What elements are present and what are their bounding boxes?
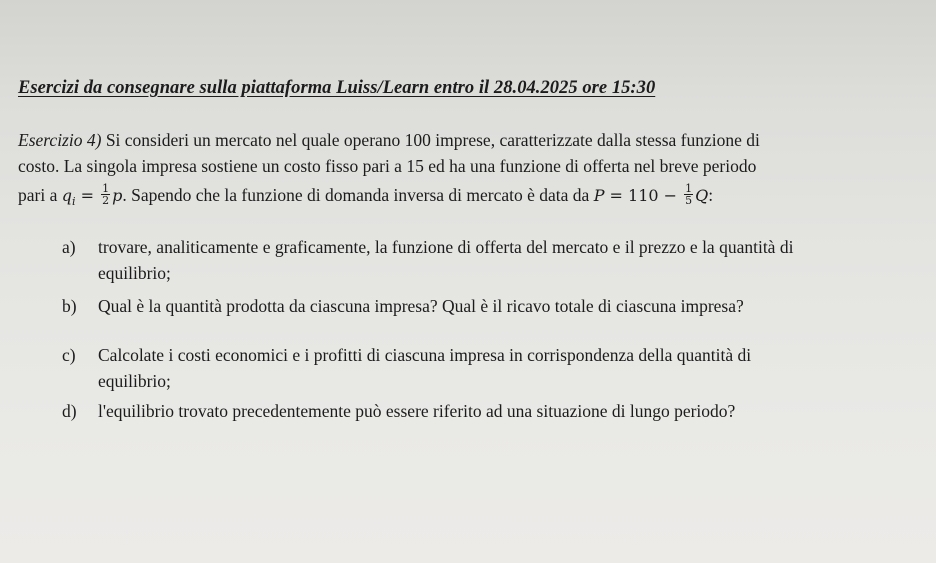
exercise-label: Esercizio 4) xyxy=(18,130,102,150)
question-c-continued xyxy=(62,368,171,394)
supply-equals: = xyxy=(75,186,100,205)
question-c-text-2: equilibrio; xyxy=(98,371,171,391)
supply-subscript: i xyxy=(71,195,76,209)
question-d xyxy=(62,398,735,424)
demand-fraction xyxy=(684,183,693,206)
question-a-label: a) xyxy=(62,237,76,257)
exercise-intro-line-3 xyxy=(18,182,918,215)
demand-equals: = xyxy=(604,186,629,205)
supply-function-formula xyxy=(61,182,123,209)
question-b-text: Qual è la quantità prodotta da ciascuna impresa? Qual è il ricavo totale di ciascuna impresa? xyxy=(98,296,744,316)
assignment-title: Esercizi da consegnare sulla piattaforma Luiss/Learn entro il 28.04.2025 ore 15:30 xyxy=(18,78,656,98)
supply-fraction-denominator: 2 xyxy=(102,194,110,207)
supply-lhs: q xyxy=(61,186,72,205)
question-a-text-1: trovare, analiticamente e graficamente, la funzione di offerta del mercato e il prezzo e la quantità di xyxy=(98,237,794,257)
exercise-text-3-mid: . Sapendo che la funzione di domanda inversa di mercato è data da xyxy=(122,185,594,205)
exercise-text-3-end: : xyxy=(708,185,714,205)
exercise-text-1: Si consideri un mercato nel quale operano 100 imprese, caratterizzate dalla stessa funzione di xyxy=(101,130,760,150)
question-b xyxy=(62,293,744,319)
demand-minus: − xyxy=(658,186,683,205)
question-c-text-1: Calcolate i costi economici e i profitti di ciascuna impresa in corrispondenza della quantità di xyxy=(98,345,752,365)
supply-fraction-numerator: 1 xyxy=(102,182,110,195)
question-a-text-2: equilibrio; xyxy=(98,263,171,283)
exercise-text-3-pre: pari a xyxy=(18,185,62,205)
question-a xyxy=(62,234,793,260)
demand-variable: Q xyxy=(695,186,709,205)
question-d-text: l'equilibrio trovato precedentemente può essere riferito ad una situazione di lungo periodo? xyxy=(98,401,736,421)
question-b-label: b) xyxy=(62,296,77,316)
demand-fraction-numerator: 1 xyxy=(685,182,693,195)
demand-function-formula xyxy=(593,182,709,207)
exercise-intro-line-1 xyxy=(18,127,918,153)
supply-fraction xyxy=(101,183,110,206)
supply-variable: p xyxy=(112,186,123,205)
question-d-label: d) xyxy=(62,401,77,421)
question-c-label: c) xyxy=(62,345,76,365)
exercise-intro-line-2: costo. La singola impresa sostiene un costo fisso pari a 15 ed ha una funzione di offerta nel breve periodo xyxy=(18,156,757,176)
question-a-continued xyxy=(62,260,171,286)
demand-constant: 110 xyxy=(628,186,659,205)
question-c xyxy=(62,342,751,368)
demand-lhs: P xyxy=(593,186,605,205)
demand-fraction-denominator: 5 xyxy=(685,194,693,207)
